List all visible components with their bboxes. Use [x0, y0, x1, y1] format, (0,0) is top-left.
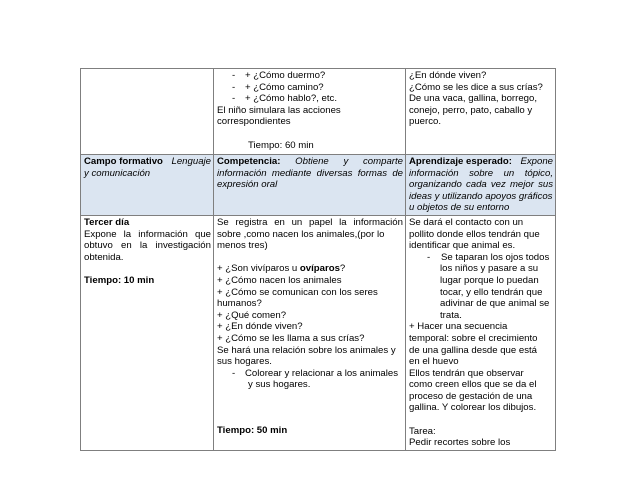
activity-cell: [214, 69, 406, 155]
paragraph-line: Ellos tendrán que observar: [409, 367, 524, 379]
list-item-cont: humanos?: [217, 298, 262, 310]
paragraph-line: identificar que animal es.: [409, 240, 516, 252]
paragraph-line: El niño simulara las acciones: [217, 104, 341, 116]
paragraph-line: obtenida.: [84, 251, 124, 263]
list-item: + ¿Cómo se les llama a sus crías?: [217, 332, 365, 344]
word: sus: [538, 179, 553, 191]
word: un: [291, 216, 303, 228]
word: sobre: [469, 167, 494, 179]
competencia-cell: [214, 155, 406, 216]
paragraph-line: sus hogares.: [217, 356, 272, 368]
paragraph-line: de una gallina desde que está: [409, 344, 538, 356]
tarea-label: Tarea:: [409, 425, 436, 437]
word: tópico,: [524, 167, 553, 179]
campo-formativo-cell: [81, 155, 214, 216]
competencia-label: Competencia:: [217, 156, 281, 167]
paragraph-line: como creen ellos que se da el: [409, 379, 537, 391]
word: en: [121, 240, 132, 252]
paragraph-line: sobre ,como nacen los animales,(por lo: [217, 228, 385, 240]
word: investigación: [155, 240, 211, 252]
paragraph-line: menos tres): [217, 240, 268, 252]
word: información: [353, 216, 403, 228]
empty-cell: [81, 69, 214, 155]
paragraph-line: Se dará el contacto con un: [409, 216, 524, 228]
time-label: Tiempo: 60 min: [248, 139, 314, 151]
word: la: [339, 216, 347, 228]
list-item: + ¿Cómo se comunican con los seres: [217, 286, 378, 298]
word: mejor: [509, 179, 534, 191]
paragraph-line: temporal: sobre el crecimiento: [409, 332, 538, 344]
list-item-cont: tocar, y ello tendrán que: [440, 286, 543, 298]
campo-value: Lenguaje: [171, 156, 211, 167]
list-item: - Colorear y relacionar a los animales: [217, 368, 403, 380]
word: que: [194, 228, 211, 240]
word: obtuvo: [84, 240, 113, 252]
word: formas: [357, 167, 388, 179]
lesson-plan-table: [80, 68, 556, 451]
list-item: + ¿En dónde viven?: [217, 321, 303, 333]
campo-value-cont: y comunicación: [84, 167, 151, 179]
paragraph-line: gallina. Y colorear los dibujos.: [409, 402, 537, 414]
word: Expone: [520, 156, 553, 167]
word: información: [409, 167, 459, 179]
list-item-cont: los niños y pasare a su: [440, 263, 539, 275]
word: información: [217, 167, 267, 179]
word: la: [123, 228, 132, 240]
time-label: Tiempo: 50 min: [217, 425, 288, 437]
word: Expone: [84, 228, 117, 240]
questions-cell: [406, 69, 556, 155]
word: comparte: [363, 156, 403, 167]
table-row: [81, 215, 556, 450]
question-text: + ¿Son vivíparos u: [217, 263, 300, 275]
list-item: [217, 263, 403, 275]
paragraph-line: ¿En dónde viven?: [409, 70, 487, 81]
paragraph-line: en el huevo: [409, 356, 459, 368]
list-item: - + ¿Cómo duermo?: [217, 70, 403, 82]
list-item: + ¿Cómo nacen los animales: [217, 274, 342, 286]
day-title: Tercer día: [84, 216, 130, 228]
list-item: - + ¿Cómo camino?: [217, 82, 403, 94]
paragraph-line: puerco.: [409, 116, 441, 128]
time-label: Tiempo: 10 min: [84, 274, 155, 286]
word: papel: [308, 216, 333, 228]
question-bold: ovíparos: [299, 263, 340, 275]
competencia-text: expresión oral: [217, 179, 278, 191]
word: información: [138, 228, 188, 240]
word: la: [139, 240, 148, 252]
aprendizaje-text: u objetos de su entorno: [409, 202, 510, 214]
word: vez: [490, 179, 506, 191]
word: organizando: [409, 179, 462, 191]
word: de: [392, 167, 403, 179]
list-item: - + ¿Cómo hablo?, etc.: [217, 93, 403, 105]
word: en: [274, 216, 285, 228]
paragraph-line: Pedir recortes sobre los: [409, 437, 511, 449]
table-row: [81, 69, 556, 155]
list-item: - Se taparan los ojos todos: [409, 252, 553, 264]
list-item-cont: lugar porque lo puedan: [440, 274, 539, 286]
word: Obtiene: [295, 156, 329, 167]
activity-cell: [214, 215, 406, 450]
paragraph-line: proceso de gestación de una: [409, 390, 533, 402]
day-cell: [81, 215, 214, 450]
activity-detail-cell: [406, 215, 556, 450]
word: diversas: [316, 167, 353, 179]
paragraph-line: ¿Cómo se les dice a sus crías?: [409, 81, 543, 93]
paragraph-line: De una vaca, gallina, borrego,: [409, 93, 537, 105]
list-item-cont: y sus hogares.: [248, 379, 311, 391]
paragraph-line: pollito donde ellos tendrán que: [409, 228, 540, 240]
word: y: [343, 156, 349, 167]
aprendizaje-cell: [406, 155, 556, 216]
campo-label: Campo formativo: [84, 156, 163, 167]
question-text: ?: [339, 263, 346, 275]
list-item: + ¿Qué comen?: [217, 309, 287, 321]
word: registra: [235, 216, 268, 228]
aprendizaje-text: ideas y utilizando apoyos gráficos: [409, 190, 553, 202]
list-item-cont: trata.: [440, 309, 462, 321]
paragraph-line: + Hacer una secuencia: [409, 321, 508, 333]
table-header-row: [81, 155, 556, 216]
aprendizaje-label: Aprendizaje esperado:: [409, 156, 512, 167]
list-item-cont: adivinar de que animal se: [440, 298, 550, 310]
word: Se: [217, 216, 229, 228]
word: mediante: [271, 167, 312, 179]
word: cada: [465, 179, 487, 191]
word: un: [503, 167, 515, 179]
paragraph-line: correspondientes: [217, 116, 291, 128]
paragraph-line: conejo, perro, pato, caballo y: [409, 104, 533, 116]
paragraph-line: Se hará una relación sobre los animales y: [217, 344, 396, 356]
